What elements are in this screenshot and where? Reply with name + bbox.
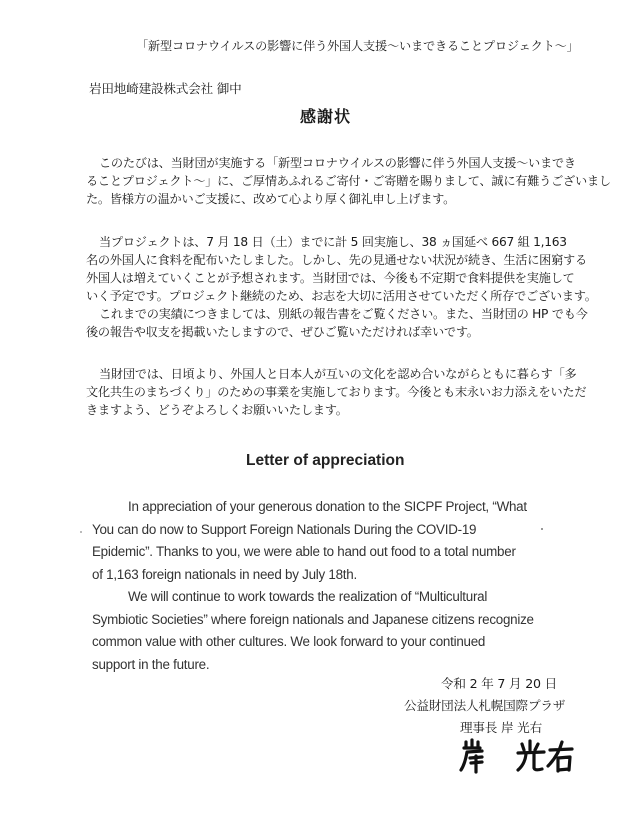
paragraph-line: 後の報告や収支を掲載いたしますので、ぜひご覧いただければ幸いです。 [86,325,479,339]
paragraph-line: 当プロジェクトは、7 月 18 日（土）までに計 5 回実施し、38 ヵ国延べ 667 組 1,163 [99,235,567,249]
paragraph-line: 文化共生のまちづくり」のための事業を実施しております。今後とも末永いお力添えをいただ [86,385,587,399]
signatory: 理事長 岸 光右 [460,720,542,735]
project-title: 「新型コロナウイルスの影響に伴う外国人支援～いまできることプロジェクト～」 [136,39,579,53]
paragraph-line: た。皆様方の温かいご支援に、改めて心より厚く御礼申し上げます。 [86,192,456,206]
paragraph-line: 名の外国人に食料を配布いたしました。しかし、先の見通せない状況が続き、生活に困窮する [86,253,587,267]
paragraph-line: 当財団では、日頃より、外国人と日本人が互いの文化を認め合いながらともに暮らす「多 [99,367,577,381]
handwritten-signature [458,736,578,776]
paragraph-line: これまでの実績につきましては、別紙の報告書をご覧ください。また、当財団の HP でも今 [99,307,588,321]
english-body [92,496,592,676]
english-line: of 1,163 foreign nationals in need by July 18th. [92,566,357,582]
paragraph-line: きますよう、どうぞよろしくお願いいたします。 [86,403,348,417]
title-ja: 感謝状 [300,107,352,126]
english-line: We will continue to work towards the realization of “Multicultural [128,589,488,604]
english-line: common value with other cultures. We look forward to your continued [92,634,486,649]
paragraph-1 [86,154,611,208]
paragraph-line: いく予定です。プロジェクト継続のため、お志を大切に活用させていただく所存でございます。 [86,289,597,303]
english-line: You can do now to Support Foreign Nationals During the COVID-19 [92,521,477,537]
english-line: support in the future. [92,656,210,672]
paragraph-line: このたびは、当財団が実施する「新型コロナウイルスの影響に伴う外国人支援～いまでき [99,156,576,170]
paragraph-3 [86,365,587,419]
english-line: In appreciation of your generous donation to the SICPF Project, “What [128,499,527,514]
paragraph-2 [86,233,597,341]
organization: 公益財団法人札幌国際プラザ [404,698,566,713]
scan-speck [541,528,543,530]
date: 令和 2 年 7 月 20 日 [441,676,558,691]
title-en: Letter of appreciation [246,452,405,469]
scan-speck [80,531,82,533]
addressee: 岩田地崎建設株式会社 御中 [89,81,242,96]
paragraph-line: 外国人は増えていくことが予想されます。当財団では、今後も不定期で食料提供を実施して [86,271,575,285]
paragraph-line: ることプロジェクト～」に、ご厚情あふれるご寄付・ご寄贈を賜りまして、誠に有難うございまし [86,174,611,188]
english-line: Symbiotic Societies” where foreign nationals and Japanese citizens recognize [92,611,534,627]
english-line: Epidemic”. Thanks to you, we were able to hand out food to a total number [92,544,516,559]
